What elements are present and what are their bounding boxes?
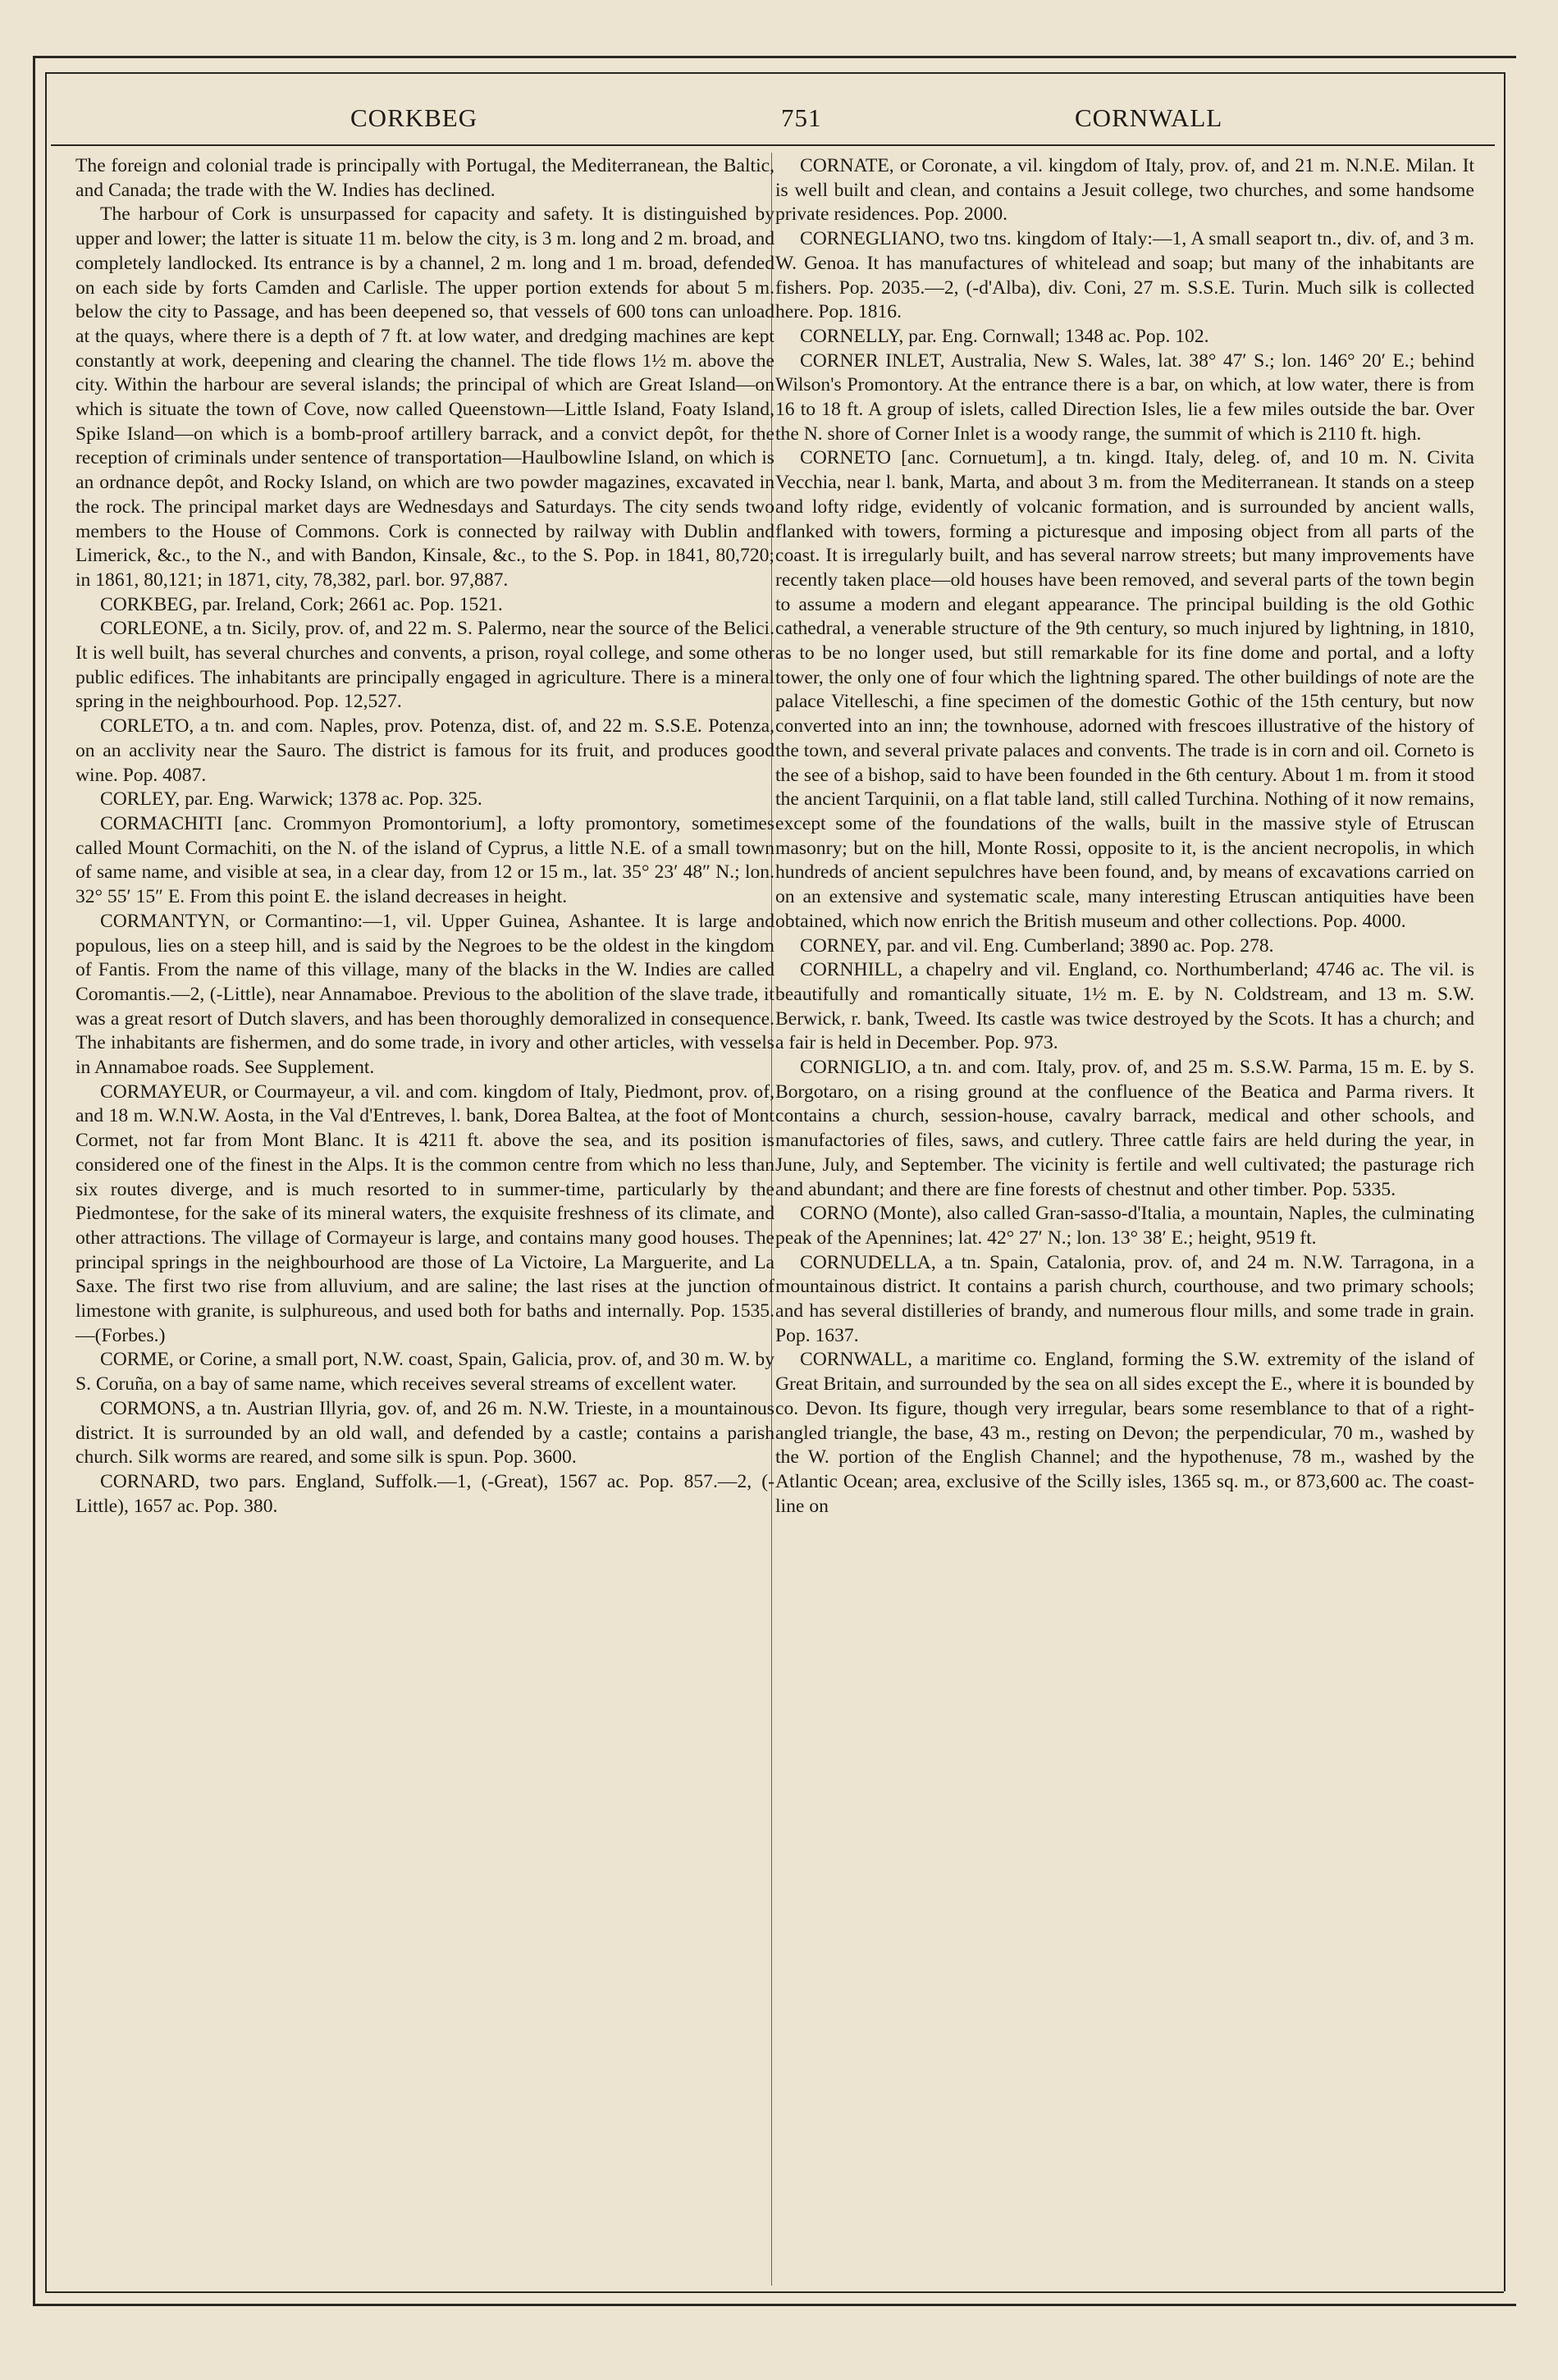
frame-left-inner-rule	[45, 72, 47, 2291]
header-right-term: CORNWALL	[1075, 103, 1223, 132]
page-number: 751	[781, 103, 822, 132]
entry-paragraph: The harbour of Cork is unsurpassed for capacity and safety. It is distinguished by upper and lower; the latter is situate 11 m. below the city, is 3 m. long and 2 m. broad, and completely landlocked. Its entrance is by a channel, 2 m. long and 1 m. broad, defended on each side by forts Camden and Carlisle. The upper portion extends for about 5 m. below the city to Passage, and has been deepened so, that vessels of 600 tons can unload at the quays, where there is a depth of 7 ft. at low water, and dredging machines are kept constantly at work, deepening and clearing the channel. The tide flows 1½ m. above the city. Within the harbour are several islands; the principal of which are Great Island—on which is situate the town of Cove, now called Queenstown—Little Island, Foaty Island, Spike Island—on which is a bomb-proof artillery barrack, and a convict depôt, for the reception of criminals under sentence of transportation—Haulbowline Island, on which is an ordnance depôt, and Rocky Island, on which are two powder magazines, excavated in the rock. The principal market days are Wednesdays and Saturdays. The city sends two members to the House of Commons. Cork is connected by railway with Dublin and Limerick, &c., to the N., and with Bandon, Kinsale, &c., to the S. Pop. in 1841, 80,720; in 1861, 80,121; in 1871, city, 78,382, parl. bor. 97,887.	[75, 203, 774, 591]
frame-top-inner-rule	[45, 72, 1504, 74]
entry-cornegliano: CORNEGLIANO, two tns. kingdom of Italy:—1, A small seaport tn., div. of, and 3 m. W. Genoa. It has manufactures of whitelead and soap; but many of the inhabitants are fishers. Pop. 2035.—2, (-d'Alba), div. Coni, 27 m. S.S.E. Turin. Much silk is collected here. Pop. 1816.	[775, 228, 1474, 323]
entry-cormayeur: CORMAYEUR, or Courmayeur, a vil. and com. kingdom of Italy, Piedmont, prov. of, and 18 m. W.N.W. Aosta, in the Val d'Entreves, l. bank, Dorea Baltea, at the foot of Mont Cormet, not far from Mont Blanc. It is 4211 ft. above the sea, and its position is considered one of the finest in the Alps. It is the common centre from which no less than six routes diverge, and is much resorted to in summer-time, particularly by the Piedmontese, for the sake of its mineral waters, the exquisite freshness of its climate, and other attractions. The village of Cormayeur is large, and contains many good houses. The principal springs in the neighbourhood are those of La Victoire, La Marguerite, and La Saxe. The first two rise from alluvium, and are saline; the last rises at the junction of limestone with granite, is sulphureous, and used both for baths and internally. Pop. 1535.—(Forbes.)	[75, 1080, 774, 1346]
entry-corleone: CORLEONE, a tn. Sicily, prov. of, and 22 m. S. Palermo, near the source of the Belici. It is well built, has several churches and convents, a prison, royal college, and some other public edifices. The inhabitants are principally engaged in agriculture. There is a mineral spring in the neighbourhood. Pop. 12,527.	[75, 618, 774, 713]
entry-paragraph: The foreign and colonial trade is principally with Portugal, the Mediterranean, the Baltic, and Canada; the trade with the W. Indies has declined.	[75, 155, 774, 201]
frame-bottom-rule	[33, 2304, 1516, 2306]
entry-cornudella: CORNUDELLA, a tn. Spain, Catalonia, prov. of, and 24 m. N.W. Tarragona, in a mountainous district. It contains a parish church, courthouse, and two primary schools; and has several distilleries of brandy, and numerous flour mills, and some trade in grain. Pop. 1637.	[775, 1251, 1474, 1346]
header-left-term: CORKBEG	[350, 103, 478, 132]
entry-corme: CORME, or Corine, a small port, N.W. coast, Spain, Galicia, prov. of, and 30 m. W. by S. Coruña, on a bay of same name, which receives several streams of excellent water.	[75, 1349, 774, 1396]
entry-corleto: CORLETO, a tn. and com. Naples, prov. Potenza, dist. of, and 22 m. S.S.E. Potenza, on an acclivity near the Sauro. The district is famous for its fruit, and produces good wine. Pop. 4087.	[75, 715, 774, 786]
entry-corno: CORNO (Monte), also called Gran-sasso-d'Italia, a mountain, Naples, the culminating peak of the Apennines; lat. 42° 27′ N.; lon. 13° 38′ E.; height, 9519 ft.	[775, 1203, 1474, 1249]
entry-cornhill: CORNHILL, a chapelry and vil. England, co. Northumberland; 4746 ac. The vil. is beautifully and romantically situate, 1½ m. E. by N. Coldstream, and 13 m. S.W. Berwick, r. bank, Tweed. Its castle was twice destroyed by the Scots. It has a church; and a fair is held in December. Pop. 973.	[775, 959, 1474, 1054]
frame-left-rule	[33, 56, 35, 2304]
entry-corneto: CORNETO [anc. Cornuetum], a tn. kingd. Italy, deleg. of, and 10 m. N. Civita Vecchia, near l. bank, Marta, and about 3 m. from the Mediterranean. It stands on a steep and lofty ridge, evidently of volcanic formation, and is surrounded by ancient walls, flanked with towers, forming a picturesque and imposing object from all parts of the coast. It is irregularly built, and has several narrow streets; but many improvements have recently taken place—old houses have been removed, and several parts of the town begin to assume a modern and elegant appearance. The principal building is the old Gothic cathedral, a venerable structure of the 9th century, so much injured by lightning, in 1810, as to be no longer used, but still remarkable for its fine dome and portal, and a lofty tower, the only one of four which the lightning spared. The other buildings of note are the palace Vitelleschi, a fine specimen of the domestic Gothic of the 15th century, but now converted into an inn; the townhouse, adorned with frescoes illustrative of the history of the town, and several private palaces and convents. The trade is in corn and oil. Corneto is the see of a bishop, said to have been founded in the 6th century. About 1 m. from it stood the ancient Tarquinii, on a flat table land, still called Turchina. Nothing of it now remains, except some of the foundations of the walls, built in the massive style of Etruscan masonry; but on the hill, Monte Rossi, opposite to it, is the ancient necropolis, in which hundreds of ancient sepulchres have been found, and, by means of excavations carried on on an extensive and systematic scale, many interesting Etruscan antiquities have been obtained, which now enrich the British museum and other collections. Pop. 4000.	[775, 447, 1474, 932]
entry-corniglio: CORNIGLIO, a tn. and com. Italy, prov. of, and 25 m. S.S.W. Parma, 15 m. E. by S. Borgotaro, on a rising ground at the confluence of the Beatica and Parma rivers. It contains a church, session-house, cavalry barrack, medical and other schools, and manufactories of files, saws, and cutlery. Three cattle fairs are held during the year, in June, July, and September. The vicinity is fertile and well cultivated; the pasturage rich and abundant; and there are fine forests of chestnut and other timber. Pop. 5335.	[775, 1057, 1474, 1200]
entry-cornate: CORNATE, or Coronate, a vil. kingdom of Italy, prov. of, and 21 m. N.N.E. Milan. It is well built and clean, and contains a Jesuit college, two churches, and some handsome private residences. Pop. 2000.	[775, 155, 1474, 226]
entry-corley: CORLEY, par. Eng. Warwick; 1378 ac. Pop. 325.	[100, 788, 482, 811]
header-rule	[51, 144, 1495, 146]
entry-corney: CORNEY, par. and vil. Eng. Cumberland; 3890 ac. Pop. 278.	[800, 934, 1274, 957]
entry-corkbeg: CORKBEG, par. Ireland, Cork; 2661 ac. Pop. 1521.	[100, 593, 503, 615]
left-column	[75, 154, 774, 1519]
entry-corner-inlet: CORNER INLET, Australia, New S. Wales, lat. 38° 47′ S.; lon. 146° 20′ E.; behind Wilson's Promontory. At the entrance there is a bar, on which, at low water, there is from 16 to 18 ft. A group of islets, called Direction Isles, lie a few miles outside the bar. Over the N. shore of Corner Inlet is a woody range, the summit of which is 2110 ft. high.	[775, 349, 1474, 445]
entry-cornelly: CORNELLY, par. Eng. Cornwall; 1348 ac. Pop. 102.	[800, 325, 1209, 347]
entry-cormons: CORMONS, a tn. Austrian Illyria, gov. of, and 26 m. N.W. Trieste, in a mountainous district. It is surrounded by an old wall, and defended by a castle; contains a parish church. Silk worms are reared, and some silk is spun. Pop. 3600.	[75, 1397, 774, 1469]
frame-bottom-inner-rule	[45, 2291, 1504, 2293]
frame-top-rule	[33, 56, 1516, 58]
right-column	[775, 154, 1474, 1519]
frame-right-rule	[1504, 72, 1505, 2291]
entry-cormachiti: CORMACHITI [anc. Crommyon Promontorium], a lofty promontory, sometimes called Mount Cormachiti, on the N. of the island of Cyprus, a little N.E. of a small town of same name, and visible at sea, in a clear day, from 12 or 15 m., lat. 35° 23′ 48″ N.; lon. 32° 55′ 15″ E. From this point E. the island decreases in height.	[75, 812, 774, 908]
entry-cormantyn: CORMANTYN, or Cormantino:—1, vil. Upper Guinea, Ashantee. It is large and populous, lies on a steep hill, and is said by the Negroes to be the oldest in the kingdom of Fantis. From the name of this village, many of the blacks in the W. Indies are called Coromantis.—2, (-Little), near Annamaboe. Previous to the abolition of the slave trade, it was a great resort of Dutch slavers, and has been thoroughly demoralized in consequence. The inhabitants are fishermen, and do some trade, in ivory and other articles, with vessels in Annamaboe roads. See Supplement.	[75, 910, 774, 1079]
running-header	[51, 103, 1499, 136]
entry-cornwall: CORNWALL, a maritime co. England, forming the S.W. extremity of the island of Great Britain, and surrounded by the sea on all sides except the E., where it is bounded by co. Devon. Its figure, though very irregular, bears some resemblance to that of a right-angled triangle, the base, 43 m., resting on Devon; the perpendicular, 70 m., washed by the W. portion of the English Channel; and the hypothenuse, 78 m., washed by the Atlantic Ocean; area, exclusive of the Scilly isles, 1365 sq. m., or 873,600 ac. The coast-line on	[775, 1349, 1474, 1517]
entry-cornard: CORNARD, two pars. England, Suffolk.—1, (-Great), 1567 ac. Pop. 857.—2, (-Little), 1657 ac. Pop. 380.	[75, 1470, 774, 1517]
